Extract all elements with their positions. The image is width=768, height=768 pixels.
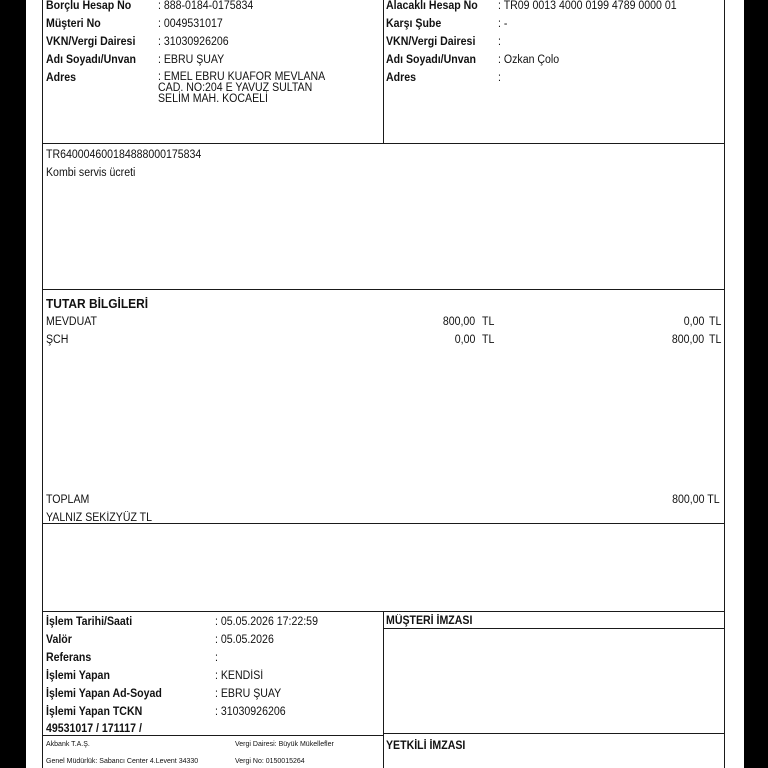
footer-vergi-no: Vergi No: 0150015264 — [235, 758, 305, 765]
borclu-adres-label: Adres — [46, 72, 77, 84]
islem-yapan-value: : KENDİSİ — [215, 670, 264, 682]
tutar-bilgileri-title: TUTAR BİLGİLERİ — [46, 296, 149, 311]
borclu-vkn-label: VKN/Vergi Dairesi — [46, 36, 136, 48]
alacakli-adres-value: : — [498, 72, 501, 84]
tutar-row-amount1: 0,00 — [454, 334, 475, 346]
musteri-imzasi-label: MÜŞTERİ İMZASI — [386, 615, 473, 627]
islem-tckn-value: : 31030926206 — [215, 706, 286, 718]
yetkili-imzasi-label: YETKİLİ İMZASI — [386, 740, 466, 752]
borclu-vkn-value: : 31030926206 — [158, 36, 229, 48]
islem-yapan-ad-label: İşlemi Yapan Ad-Soyad — [46, 688, 162, 700]
tutar-row-label: MEVDUAT — [46, 316, 97, 328]
yetkili-imza-topline — [383, 733, 725, 734]
islem-yapan-ad-value: : EBRU ŞUAY — [215, 688, 282, 700]
musteri-no-label: Müşteri No — [46, 18, 101, 30]
footer-genel-mudurluk: Genel Müdürlük: Sabancı Center 4.Levent 34330 — [46, 758, 199, 765]
alacakli-vkn-value: : — [498, 36, 501, 48]
tutar-row-label: ŞCH — [46, 334, 69, 346]
islem-yapan-label: İşlemi Yapan — [46, 670, 110, 682]
karsi-sube-value: : - — [498, 18, 508, 30]
receipt-document — [26, 0, 744, 768]
tutar-row-amount2: 0,00 — [683, 316, 704, 328]
right-dark-margin — [744, 0, 768, 768]
referans-value: : — [215, 652, 218, 664]
toplam-label: TOPLAM — [46, 494, 90, 506]
alacakli-hesap-no-value: : TR09 0013 4000 0199 4789 0000 01 — [498, 0, 677, 12]
alacakli-hesap-no-label: Alacaklı Hesap No — [386, 0, 478, 12]
frame-right-border — [724, 0, 725, 768]
islem-tarih-label: İşlem Tarihi/Saati — [46, 616, 133, 628]
toplam-value: 800,00 TL — [672, 494, 720, 506]
islem-tckn-label: İşlemi Yapan TCKN — [46, 706, 143, 718]
left-dark-margin — [0, 0, 26, 768]
tutar-row-currency2: TL — [709, 316, 722, 328]
alacakli-ad-label: Adı Soyadı/Unvan — [386, 54, 476, 66]
divider-1 — [42, 143, 725, 144]
valor-label: Valör — [46, 634, 72, 646]
tutar-row-currency1: TL — [482, 316, 495, 328]
tutar-row-amount1: 800,00 — [442, 316, 475, 328]
divider-2 — [42, 289, 725, 290]
aciklama-iban: TR640004600184888000175834 — [46, 149, 202, 161]
tutar-row-currency1: TL — [482, 334, 495, 346]
karsi-sube-label: Karşı Şube — [386, 18, 442, 30]
musteri-no-value: : 0049531017 — [158, 18, 223, 30]
bottom-column-divider — [383, 611, 384, 768]
valor-value: : 05.05.2026 — [215, 634, 274, 646]
frame-left-border — [42, 0, 43, 768]
alacakli-adres-label: Adres — [386, 72, 417, 84]
aciklama-text: Kombi servis ücreti — [46, 167, 136, 179]
borclu-hesap-no-label: Borçlu Hesap No — [46, 0, 132, 12]
yalniz-text: YALNIZ SEKİZYÜZ TL — [46, 512, 153, 524]
borclu-ad-label: Adı Soyadı/Unvan — [46, 54, 136, 66]
borclu-adres-value: : EMEL EBRU KUAFÖR MEVLANA CAD. NO:204 E YAVUZ SULTAN SELİM MAH. KOCAELİ — [158, 71, 325, 105]
alacakli-ad-value: : Özkan Çolo — [498, 54, 560, 66]
borclu-ad-value: : EBRU ŞUAY — [158, 54, 225, 66]
tutar-row-currency2: TL — [709, 334, 722, 346]
islem-kod: 49531017 / 171117 / — [46, 723, 142, 735]
header-column-divider — [383, 0, 384, 143]
borclu-hesap-no-value: : 888-0184-0175834 — [158, 0, 254, 12]
footer-vergi-dairesi: Vergi Dairesi: Büyük Mükellefler — [235, 741, 334, 748]
referans-label: Referans — [46, 652, 92, 664]
alacakli-vkn-label: VKN/Vergi Dairesi — [386, 36, 476, 48]
musteri-imza-underline — [383, 628, 725, 629]
islem-tarih-value: : 05.05.2026 17:22:59 — [215, 616, 318, 628]
footer-bank-name: Akbank T.A.Ş. — [46, 741, 90, 748]
tutar-row-amount2: 800,00 — [671, 334, 704, 346]
